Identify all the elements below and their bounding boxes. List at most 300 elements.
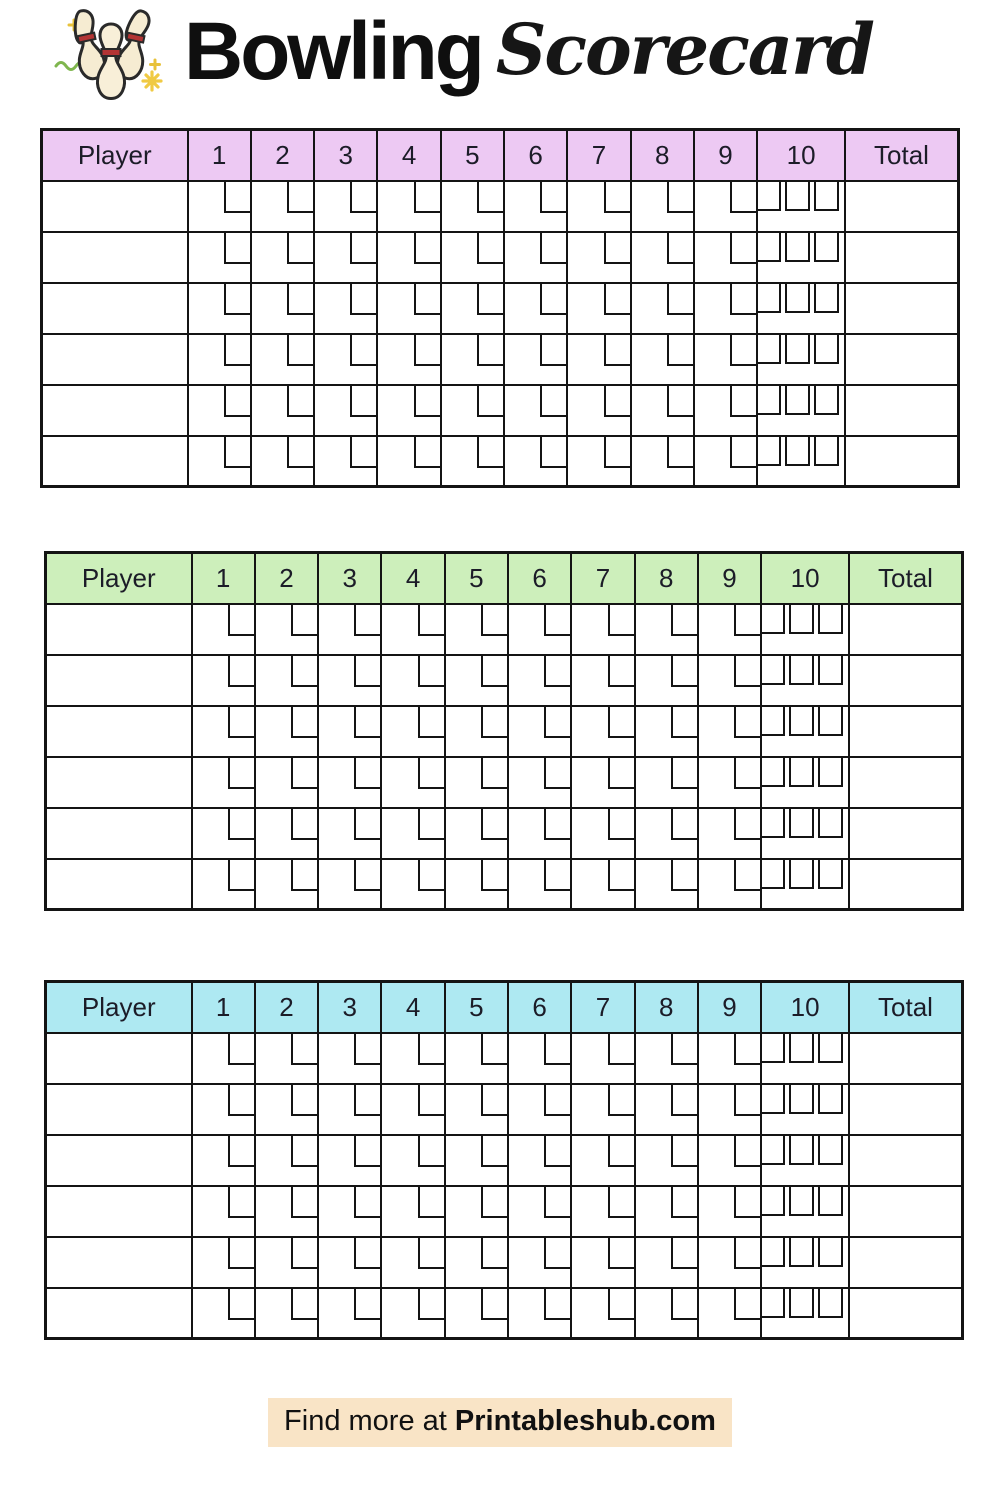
tenth-frame-cell[interactable] [757,436,845,487]
frame-cell[interactable] [445,808,508,859]
frame-cell[interactable] [188,436,251,487]
throw-box[interactable] [734,605,760,636]
throw-box[interactable] [814,335,839,364]
frame-cell[interactable] [192,1135,255,1186]
throw-box[interactable] [671,758,697,789]
frame-cell[interactable] [192,1084,255,1135]
frame-cell[interactable] [377,283,440,334]
throw-box[interactable] [667,437,693,468]
throw-box[interactable] [228,758,254,789]
throw-box[interactable] [789,707,814,736]
frame-cell[interactable] [445,604,508,655]
throw-box[interactable] [734,1034,760,1065]
throw-box[interactable] [228,860,254,891]
total-cell[interactable] [845,385,959,436]
frame-cell[interactable] [508,1186,571,1237]
frame-cell[interactable] [192,1033,255,1084]
tenth-frame-cell[interactable] [761,604,849,655]
throw-box[interactable] [814,182,839,211]
throw-box[interactable] [544,1034,570,1065]
throw-box[interactable] [418,1187,444,1218]
frame-cell[interactable] [188,181,251,232]
frame-cell[interactable] [441,232,504,283]
frame-cell[interactable] [255,706,318,757]
frame-cell[interactable] [381,859,444,910]
tenth-frame-cell[interactable] [761,1237,849,1288]
frame-cell[interactable] [445,655,508,706]
throw-box[interactable] [354,1136,380,1167]
frame-cell[interactable] [318,1237,381,1288]
frame-cell[interactable] [698,757,761,808]
total-cell[interactable] [849,655,963,706]
throw-box[interactable] [818,1238,843,1267]
frame-cell[interactable] [255,808,318,859]
throw-box[interactable] [789,1187,814,1216]
throw-box[interactable] [762,1289,785,1318]
frame-cell[interactable] [567,334,630,385]
throw-box[interactable] [818,860,843,889]
frame-cell[interactable] [441,283,504,334]
throw-box[interactable] [354,656,380,687]
frame-cell[interactable] [318,1135,381,1186]
frame-cell[interactable] [504,436,567,487]
throw-box[interactable] [287,182,313,213]
throw-box[interactable] [418,1238,444,1269]
frame-cell[interactable] [567,283,630,334]
throw-box[interactable] [291,605,317,636]
throw-box[interactable] [667,233,693,264]
throw-box[interactable] [818,1085,843,1114]
throw-box[interactable] [354,1238,380,1269]
throw-box[interactable] [789,1136,814,1165]
frame-cell[interactable] [508,808,571,859]
throw-box[interactable] [540,386,566,417]
frame-cell[interactable] [381,808,444,859]
frame-cell[interactable] [698,655,761,706]
throw-box[interactable] [785,233,810,262]
frame-cell[interactable] [192,706,255,757]
tenth-frame-cell[interactable] [757,181,845,232]
throw-box[interactable] [224,182,250,213]
throw-box[interactable] [291,1238,317,1269]
throw-box[interactable] [291,1085,317,1116]
throw-box[interactable] [228,1034,254,1065]
throw-box[interactable] [228,656,254,687]
throw-box[interactable] [818,809,843,838]
frame-cell[interactable] [381,655,444,706]
throw-box[interactable] [544,1238,570,1269]
frame-cell[interactable] [381,1135,444,1186]
throw-box[interactable] [291,656,317,687]
frame-cell[interactable] [381,1033,444,1084]
frame-cell[interactable] [192,859,255,910]
throw-box[interactable] [671,605,697,636]
throw-box[interactable] [608,1238,634,1269]
frame-cell[interactable] [631,436,694,487]
frame-cell[interactable] [192,604,255,655]
throw-box[interactable] [481,707,507,738]
frame-cell[interactable] [445,706,508,757]
throw-box[interactable] [785,437,810,466]
frame-cell[interactable] [318,655,381,706]
throw-box[interactable] [418,1136,444,1167]
throw-box[interactable] [818,1034,843,1063]
player-name-cell[interactable] [46,604,192,655]
throw-box[interactable] [291,707,317,738]
tenth-frame-cell[interactable] [761,1186,849,1237]
frame-cell[interactable] [188,232,251,283]
frame-cell[interactable] [377,181,440,232]
frame-cell[interactable] [698,1186,761,1237]
throw-box[interactable] [544,656,570,687]
throw-box[interactable] [608,758,634,789]
frame-cell[interactable] [318,706,381,757]
frame-cell[interactable] [698,1033,761,1084]
total-cell[interactable] [845,334,959,385]
throw-box[interactable] [671,860,697,891]
total-cell[interactable] [849,1186,963,1237]
throw-box[interactable] [789,605,814,634]
frame-cell[interactable] [377,334,440,385]
throw-box[interactable] [540,335,566,366]
throw-box[interactable] [544,860,570,891]
frame-cell[interactable] [698,859,761,910]
frame-cell[interactable] [567,232,630,283]
throw-box[interactable] [818,707,843,736]
throw-box[interactable] [477,284,503,315]
frame-cell[interactable] [192,1288,255,1339]
throw-box[interactable] [350,386,376,417]
throw-box[interactable] [762,1187,785,1216]
throw-box[interactable] [730,284,756,315]
frame-cell[interactable] [251,334,314,385]
player-name-cell[interactable] [46,655,192,706]
throw-box[interactable] [667,386,693,417]
throw-box[interactable] [734,707,760,738]
throw-box[interactable] [291,1034,317,1065]
frame-cell[interactable] [445,1237,508,1288]
throw-box[interactable] [818,605,843,634]
player-name-cell[interactable] [46,1033,192,1084]
frame-cell[interactable] [381,757,444,808]
throw-box[interactable] [814,233,839,262]
throw-box[interactable] [671,707,697,738]
throw-box[interactable] [228,605,254,636]
total-cell[interactable] [845,436,959,487]
frame-cell[interactable] [571,1186,634,1237]
throw-box[interactable] [818,758,843,787]
throw-box[interactable] [481,1085,507,1116]
throw-box[interactable] [481,656,507,687]
player-name-cell[interactable] [42,385,188,436]
throw-box[interactable] [481,1187,507,1218]
frame-cell[interactable] [635,859,698,910]
frame-cell[interactable] [445,1288,508,1339]
player-name-cell[interactable] [42,334,188,385]
frame-cell[interactable] [381,1237,444,1288]
frame-cell[interactable] [318,808,381,859]
throw-box[interactable] [604,182,630,213]
frame-cell[interactable] [314,283,377,334]
throw-box[interactable] [287,233,313,264]
throw-box[interactable] [418,656,444,687]
frame-cell[interactable] [255,1186,318,1237]
total-cell[interactable] [849,706,963,757]
frame-cell[interactable] [381,1084,444,1135]
throw-box[interactable] [762,1136,785,1165]
frame-cell[interactable] [504,283,567,334]
throw-box[interactable] [418,860,444,891]
throw-box[interactable] [418,1034,444,1065]
throw-box[interactable] [667,182,693,213]
frame-cell[interactable] [698,1237,761,1288]
throw-box[interactable] [604,335,630,366]
throw-box[interactable] [291,1187,317,1218]
player-name-cell[interactable] [42,436,188,487]
throw-box[interactable] [762,656,785,685]
total-cell[interactable] [845,181,959,232]
throw-box[interactable] [730,437,756,468]
player-name-cell[interactable] [46,1186,192,1237]
throw-box[interactable] [291,809,317,840]
frame-cell[interactable] [314,385,377,436]
throw-box[interactable] [477,182,503,213]
frame-cell[interactable] [571,808,634,859]
throw-box[interactable] [228,809,254,840]
throw-box[interactable] [667,284,693,315]
frame-cell[interactable] [571,1288,634,1339]
frame-cell[interactable] [255,1135,318,1186]
frame-cell[interactable] [694,232,757,283]
throw-box[interactable] [785,335,810,364]
throw-box[interactable] [544,1085,570,1116]
tenth-frame-cell[interactable] [761,1084,849,1135]
frame-cell[interactable] [508,1033,571,1084]
throw-box[interactable] [608,809,634,840]
throw-box[interactable] [734,1085,760,1116]
frame-cell[interactable] [635,604,698,655]
throw-box[interactable] [228,1187,254,1218]
throw-box[interactable] [418,707,444,738]
frame-cell[interactable] [318,1288,381,1339]
throw-box[interactable] [789,1034,814,1063]
throw-box[interactable] [481,860,507,891]
throw-box[interactable] [418,1289,444,1320]
throw-box[interactable] [762,707,785,736]
frame-cell[interactable] [508,1237,571,1288]
frame-cell[interactable] [567,385,630,436]
throw-box[interactable] [350,182,376,213]
throw-box[interactable] [671,1187,697,1218]
throw-box[interactable] [477,386,503,417]
throw-box[interactable] [671,656,697,687]
frame-cell[interactable] [314,181,377,232]
player-name-cell[interactable] [46,808,192,859]
frame-cell[interactable] [192,1186,255,1237]
throw-box[interactable] [608,1187,634,1218]
throw-box[interactable] [762,1085,785,1114]
player-name-cell[interactable] [46,1135,192,1186]
throw-box[interactable] [734,1238,760,1269]
throw-box[interactable] [758,386,781,415]
frame-cell[interactable] [445,1084,508,1135]
throw-box[interactable] [291,1136,317,1167]
frame-cell[interactable] [631,385,694,436]
throw-box[interactable] [604,386,630,417]
throw-box[interactable] [734,1289,760,1320]
throw-box[interactable] [734,809,760,840]
frame-cell[interactable] [255,1237,318,1288]
frame-cell[interactable] [318,859,381,910]
frame-cell[interactable] [314,232,377,283]
player-name-cell[interactable] [46,1084,192,1135]
throw-box[interactable] [818,1187,843,1216]
throw-box[interactable] [730,233,756,264]
frame-cell[interactable] [255,1288,318,1339]
throw-box[interactable] [818,1289,843,1318]
tenth-frame-cell[interactable] [761,808,849,859]
throw-box[interactable] [758,284,781,313]
player-name-cell[interactable] [46,859,192,910]
frame-cell[interactable] [504,385,567,436]
throw-box[interactable] [762,1034,785,1063]
frame-cell[interactable] [508,604,571,655]
throw-box[interactable] [544,707,570,738]
throw-box[interactable] [671,1289,697,1320]
frame-cell[interactable] [381,604,444,655]
throw-box[interactable] [608,605,634,636]
frame-cell[interactable] [694,334,757,385]
frame-cell[interactable] [445,757,508,808]
player-name-cell[interactable] [46,1288,192,1339]
throw-box[interactable] [224,335,250,366]
throw-box[interactable] [354,605,380,636]
total-cell[interactable] [845,283,959,334]
tenth-frame-cell[interactable] [761,1288,849,1339]
throw-box[interactable] [604,284,630,315]
throw-box[interactable] [287,284,313,315]
frame-cell[interactable] [508,1135,571,1186]
throw-box[interactable] [481,1289,507,1320]
throw-box[interactable] [758,335,781,364]
throw-box[interactable] [818,656,843,685]
frame-cell[interactable] [504,334,567,385]
frame-cell[interactable] [251,181,314,232]
frame-cell[interactable] [188,334,251,385]
throw-box[interactable] [544,605,570,636]
throw-box[interactable] [671,1085,697,1116]
throw-box[interactable] [350,284,376,315]
throw-box[interactable] [540,284,566,315]
frame-cell[interactable] [694,181,757,232]
frame-cell[interactable] [251,232,314,283]
throw-box[interactable] [477,233,503,264]
throw-box[interactable] [730,182,756,213]
throw-box[interactable] [734,860,760,891]
throw-box[interactable] [418,809,444,840]
frame-cell[interactable] [445,1186,508,1237]
frame-cell[interactable] [318,757,381,808]
throw-box[interactable] [350,335,376,366]
throw-box[interactable] [540,233,566,264]
frame-cell[interactable] [318,1033,381,1084]
frame-cell[interactable] [441,385,504,436]
throw-box[interactable] [414,335,440,366]
frame-cell[interactable] [188,283,251,334]
frame-cell[interactable] [445,1033,508,1084]
throw-box[interactable] [224,437,250,468]
throw-box[interactable] [224,386,250,417]
player-name-cell[interactable] [46,757,192,808]
throw-box[interactable] [762,809,785,838]
frame-cell[interactable] [508,1288,571,1339]
player-name-cell[interactable] [42,283,188,334]
throw-box[interactable] [544,809,570,840]
throw-box[interactable] [814,284,839,313]
frame-cell[interactable] [694,385,757,436]
throw-box[interactable] [785,284,810,313]
tenth-frame-cell[interactable] [761,859,849,910]
frame-cell[interactable] [255,1033,318,1084]
frame-cell[interactable] [192,757,255,808]
throw-box[interactable] [671,1136,697,1167]
total-cell[interactable] [849,757,963,808]
frame-cell[interactable] [635,1135,698,1186]
throw-box[interactable] [758,233,781,262]
frame-cell[interactable] [255,859,318,910]
frame-cell[interactable] [508,859,571,910]
throw-box[interactable] [758,437,781,466]
throw-box[interactable] [354,1187,380,1218]
frame-cell[interactable] [631,334,694,385]
throw-box[interactable] [481,758,507,789]
frame-cell[interactable] [318,604,381,655]
frame-cell[interactable] [694,436,757,487]
frame-cell[interactable] [508,655,571,706]
throw-box[interactable] [481,809,507,840]
throw-box[interactable] [608,1034,634,1065]
throw-box[interactable] [789,1238,814,1267]
frame-cell[interactable] [698,1084,761,1135]
throw-box[interactable] [608,1085,634,1116]
throw-box[interactable] [734,1136,760,1167]
throw-box[interactable] [789,1289,814,1318]
throw-box[interactable] [789,809,814,838]
throw-box[interactable] [291,1289,317,1320]
frame-cell[interactable] [508,706,571,757]
throw-box[interactable] [762,860,785,889]
frame-cell[interactable] [571,1135,634,1186]
total-cell[interactable] [849,808,963,859]
frame-cell[interactable] [251,436,314,487]
throw-box[interactable] [350,437,376,468]
frame-cell[interactable] [635,757,698,808]
tenth-frame-cell[interactable] [757,232,845,283]
throw-box[interactable] [785,182,810,211]
frame-cell[interactable] [635,1084,698,1135]
frame-cell[interactable] [571,655,634,706]
throw-box[interactable] [354,1289,380,1320]
frame-cell[interactable] [694,283,757,334]
frame-cell[interactable] [698,1135,761,1186]
throw-box[interactable] [544,1289,570,1320]
throw-box[interactable] [354,758,380,789]
throw-box[interactable] [762,758,785,787]
frame-cell[interactable] [567,436,630,487]
frame-cell[interactable] [504,232,567,283]
throw-box[interactable] [481,1034,507,1065]
frame-cell[interactable] [255,1084,318,1135]
